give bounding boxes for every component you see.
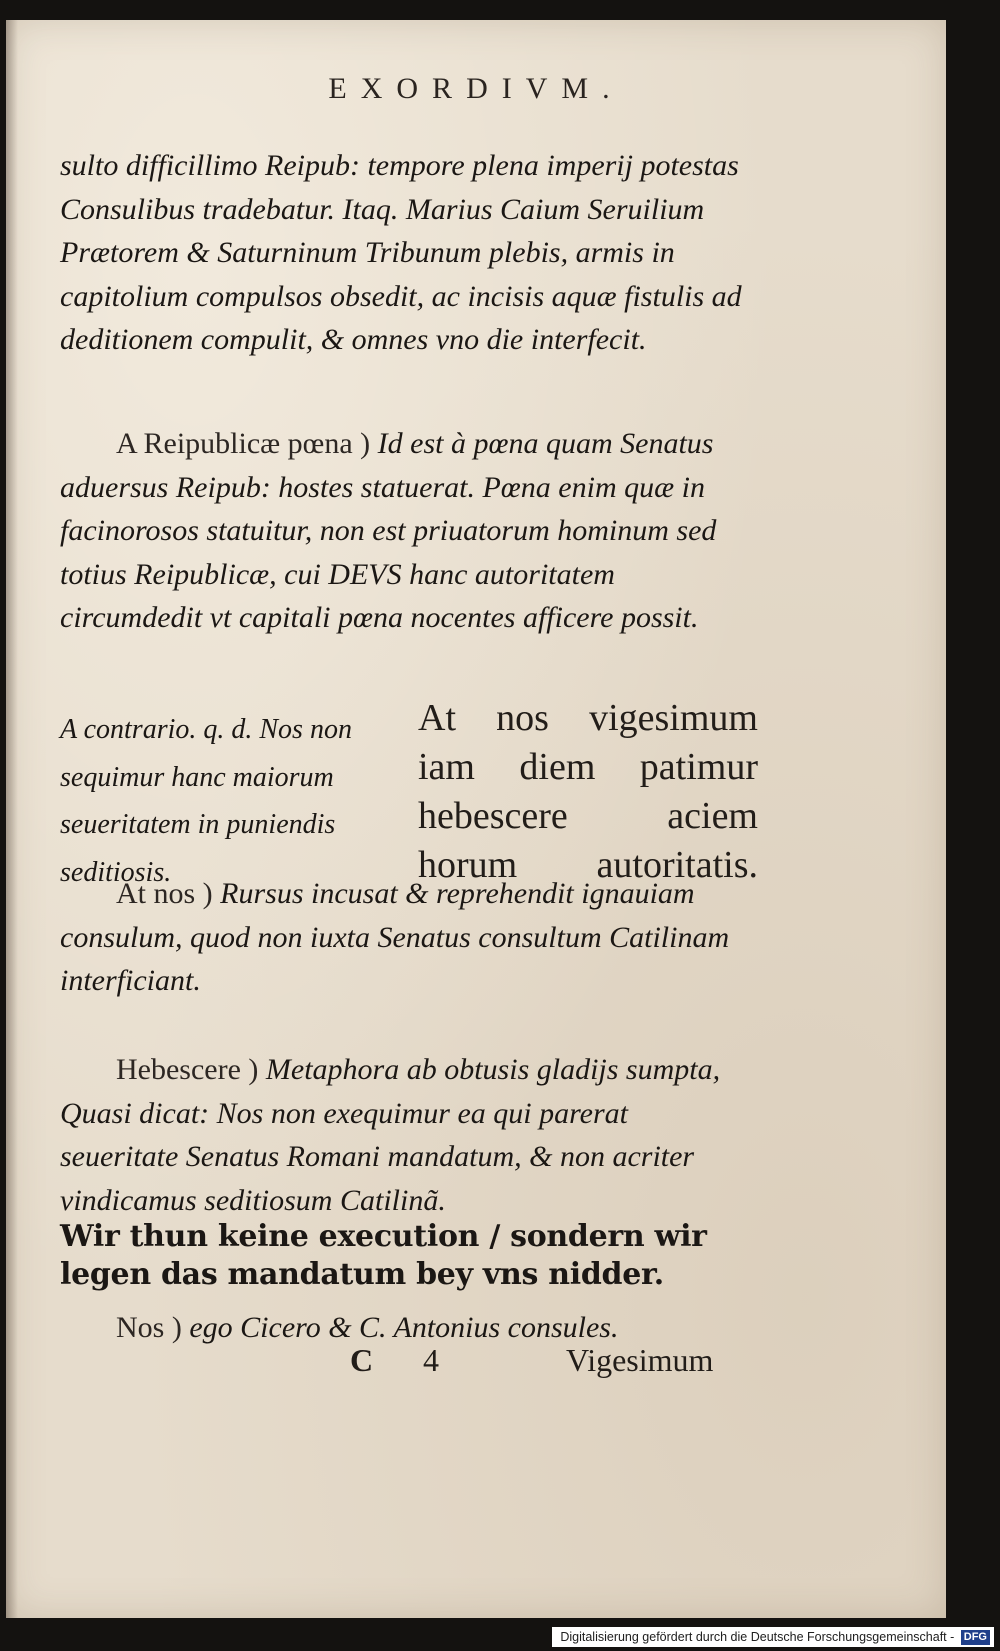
- commentary-text: ego Cicero & C. Antonius consules.: [189, 1311, 619, 1344]
- commentary-text: Metaphora ab obtusis gladijs sumpta, Quasi dicat: Nos non exequimur ea qui parerat seueritate Senatus Romani mandatum, & non acriter vindicamus seditiosum Catilinã.: [60, 1053, 721, 1217]
- funding-caption: [552, 1627, 994, 1647]
- signature-mark: C: [350, 1342, 374, 1378]
- commentary-at-nos: [60, 872, 750, 1003]
- lemma: Hebescere ): [116, 1053, 259, 1086]
- commentary-text: Id est à pœna quam Senatus aduersus Reipub: hostes statuerat. Pœna enim quæ in facinorosos statuitur, non est priuatorum hominum sed totius Reipublicæ, cui DEVS hanc autoritatem circumdedit vt capitali pœna nocentes afficere possit.: [60, 427, 717, 634]
- commentary-text: Rursus incusat & reprehendit ignauiam consulum, quod non iuxta Senatus consultum Catilinam interficiant.: [60, 877, 730, 997]
- paragraph-1: sulto difficillimo Reipub: tempore plena imperij potestas Consulibus tradebatur. Itaq. Marius Caium Seruilium Prætorem & Saturninum Tribunum plebis, armis in capitolium compulsos obsedit, ac incisis aquæ fistulis ad deditionem compulit, & omnes vno die interfecit.: [60, 149, 742, 356]
- side-note: A contrario. q. d. Nos non sequimur hanc maiorum seueritatem in puniendis seditiosis.: [60, 714, 352, 888]
- dfg-logo: DFG: [961, 1630, 990, 1645]
- lemma: At nos ): [116, 877, 213, 910]
- caption-text: Digitalisierung gefördert durch die Deutsche Forschungsgemeinschaft -: [560, 1630, 955, 1644]
- german-gloss: Wir thun keine execution / sondern wir legen das mandatum bey vns nidder.: [60, 1219, 707, 1292]
- book-page: [6, 20, 946, 1618]
- commentary-reipublicae-poena: [60, 422, 750, 640]
- running-header: EXORDIVM.: [328, 72, 624, 105]
- lemma: A Reipublicæ pœna ): [116, 427, 371, 460]
- page-footer: [6, 1342, 766, 1386]
- commentary-hebescere: [60, 1048, 750, 1222]
- lemma: Nos ): [116, 1311, 182, 1344]
- catchword: Vigesimum: [566, 1342, 714, 1378]
- signature-number: 4: [423, 1342, 439, 1378]
- main-text-passage: At nos vigesimum iam diem patimur hebescere aciem horum autoritatis.: [418, 697, 758, 886]
